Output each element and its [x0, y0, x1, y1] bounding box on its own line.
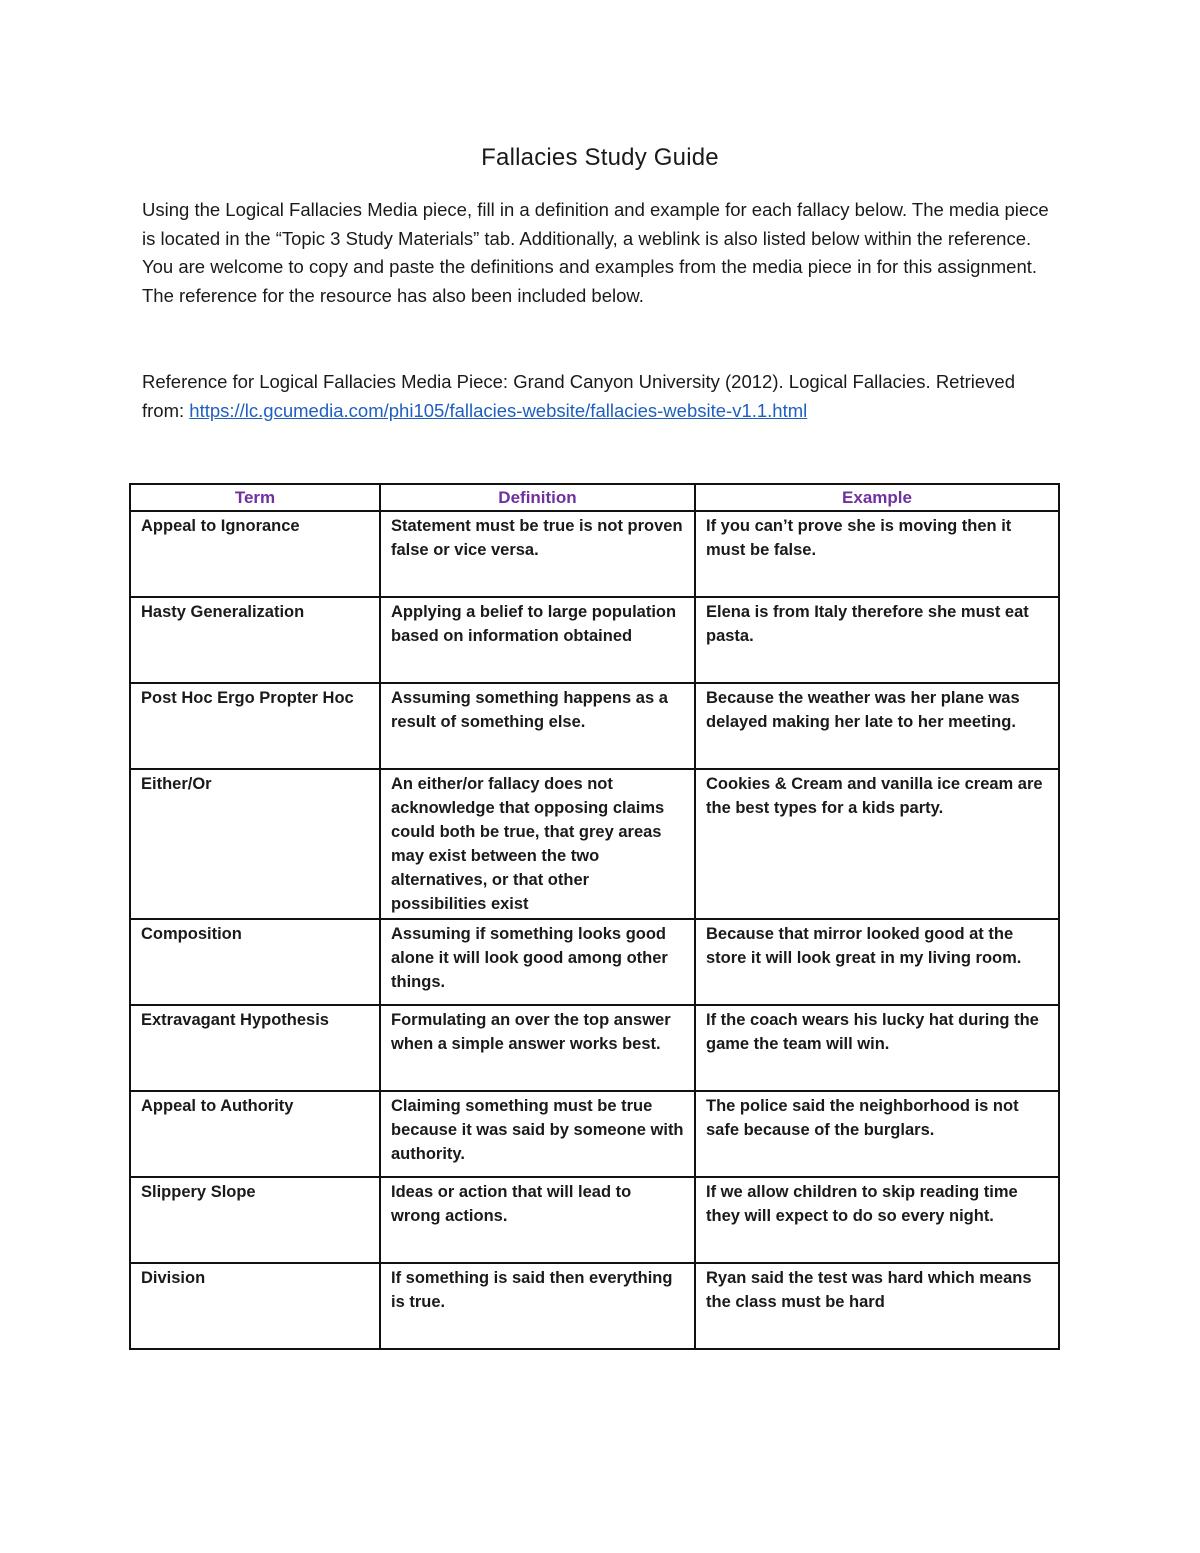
instructions-paragraph: Using the Logical Fallacies Media piece, fill in a definition and example for each fallacy below. The media piece is located in the “Topic 3 Study Materials” tab. Additionally, a weblink is also listed below within the reference. You are welcome to copy and paste the definitions and examples from the media piece in for this assignment. The reference for the resource has also been included below. — [142, 199, 1049, 306]
table-row — [130, 1091, 1059, 1177]
definition-cell: Claiming something must be true because it was said by someone with authority. — [380, 1091, 695, 1177]
table-row — [130, 1005, 1059, 1091]
term-cell: Division — [130, 1263, 380, 1349]
column-header-example: Example — [695, 484, 1059, 511]
column-header-definition: Definition — [380, 484, 695, 511]
example-cell: If we allow children to skip reading time they will expect to do so every night. — [695, 1177, 1059, 1263]
example-cell: The police said the neighborhood is not safe because of the burglars. — [695, 1091, 1059, 1177]
term-cell: Extravagant Hypothesis — [130, 1005, 380, 1091]
table-row — [130, 1263, 1059, 1349]
column-header-term: Term — [130, 484, 380, 511]
definition-cell: Formulating an over the top answer when a simple answer works best. — [380, 1005, 695, 1091]
term-cell: Composition — [130, 919, 380, 1005]
fallacies-table — [129, 483, 1060, 1350]
table-row — [130, 597, 1059, 683]
table-row — [130, 511, 1059, 597]
example-cell: Cookies & Cream and vanilla ice cream are the best types for a kids party. — [695, 769, 1059, 919]
table-header-row — [130, 484, 1059, 511]
example-cell: Because that mirror looked good at the store it will look great in my living room. — [695, 919, 1059, 1005]
definition-cell: Assuming something happens as a result of something else. — [380, 683, 695, 769]
table-row — [130, 1177, 1059, 1263]
example-cell: If you can’t prove she is moving then it must be false. — [695, 511, 1059, 597]
example-cell: Ryan said the test was hard which means the class must be hard — [695, 1263, 1059, 1349]
table-row — [130, 683, 1059, 769]
term-cell: Post Hoc Ergo Propter Hoc — [130, 683, 380, 769]
definition-cell: Assuming if something looks good alone it will look good among other things. — [380, 919, 695, 1005]
reference-text: Reference for Logical Fallacies Media Piece: Grand Canyon University (2012). Logical Fallacies. Retrieved from: — [142, 371, 1015, 421]
term-cell: Either/Or — [130, 769, 380, 919]
example-cell: If the coach wears his lucky hat during the game the team will win. — [695, 1005, 1059, 1091]
definition-cell: Statement must be true is not proven false or vice versa. — [380, 511, 695, 597]
definition-cell: Ideas or action that will lead to wrong actions. — [380, 1177, 695, 1263]
term-cell: Appeal to Authority — [130, 1091, 380, 1177]
reference-paragraph — [142, 368, 1062, 425]
reference-link[interactable]: https://lc.gcumedia.com/phi105/fallacies-website/fallacies-website-v1.1.html — [189, 399, 808, 421]
term-cell: Hasty Generalization — [130, 597, 380, 683]
example-cell: Elena is from Italy therefore she must eat pasta. — [695, 597, 1059, 683]
definition-cell: An either/or fallacy does not acknowledge that opposing claims could both be true, that grey areas may exist between the two alternatives, or that other possibilities exist — [380, 769, 695, 919]
table-row — [130, 769, 1059, 919]
definition-cell: Applying a belief to large population based on information obtained — [380, 597, 695, 683]
table-row — [130, 919, 1059, 1005]
definition-cell: If something is said then everything is true. — [380, 1263, 695, 1349]
term-cell: Appeal to Ignorance — [130, 511, 380, 597]
page-title: Fallacies Study Guide — [481, 144, 719, 171]
term-cell: Slippery Slope — [130, 1177, 380, 1263]
example-cell: Because the weather was her plane was delayed making her late to her meeting. — [695, 683, 1059, 769]
